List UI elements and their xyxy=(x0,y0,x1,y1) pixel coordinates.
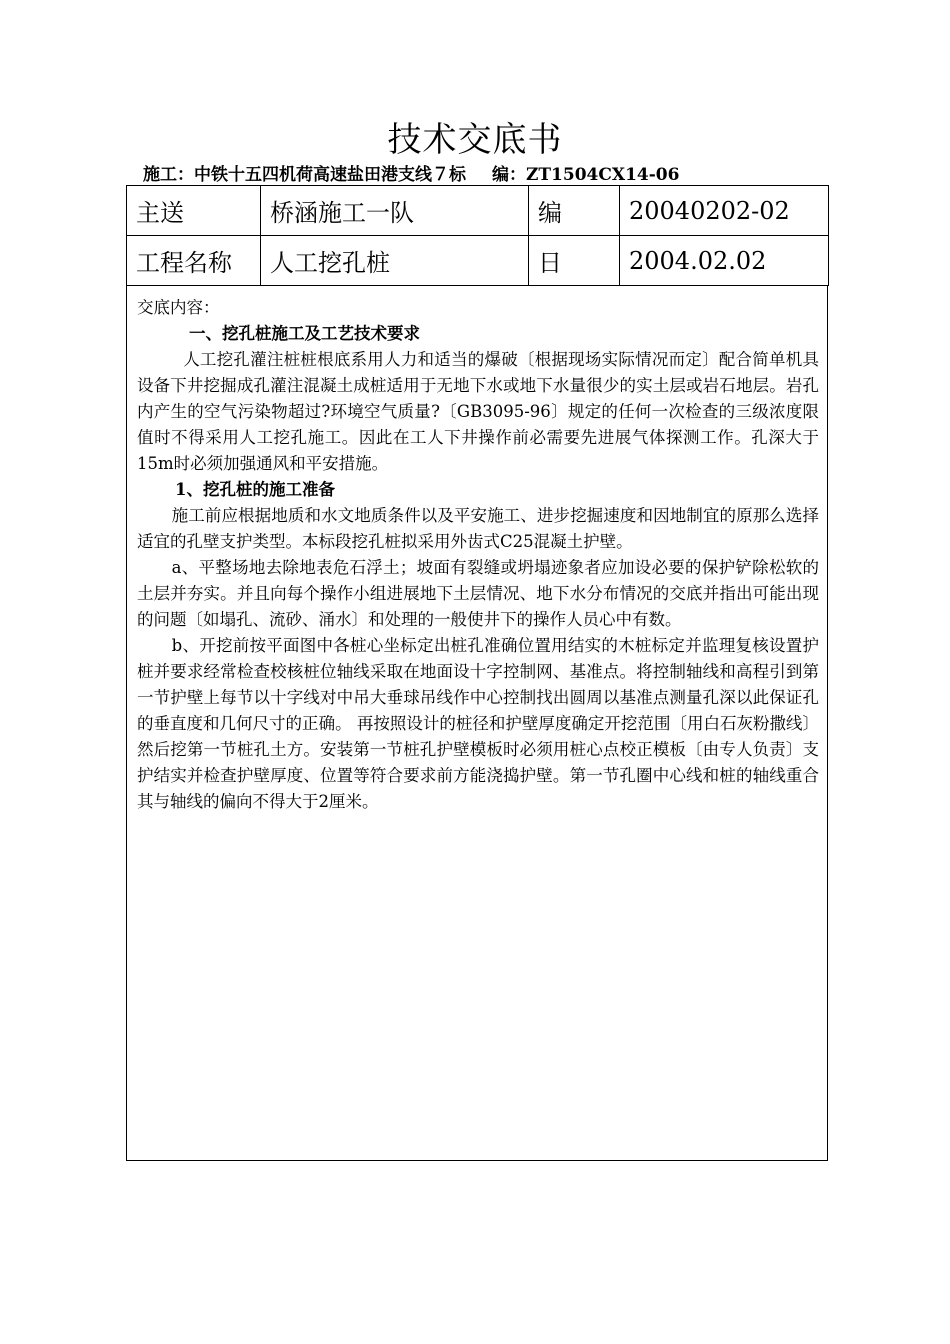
code-label: 编 xyxy=(529,186,620,236)
info-table xyxy=(126,185,829,286)
date-value: 2004.02.02 xyxy=(620,236,829,286)
date-label: 日 xyxy=(529,236,620,286)
code-value: 20040202-02 xyxy=(620,186,829,236)
construction-unit: 施工：中铁十五四机荷高速盐田港支线７标 xyxy=(143,165,466,185)
table-row xyxy=(127,236,829,286)
paragraph-4: b、开挖前按平面图中各桩心坐标定出桩孔准确位置用结实的木桩标定并监理复核设置护桩并要求经常检查校核桩位轴线采取在地面设十字控制网、基准点。将控制轴线和高程引到第一节护壁上每节以十字线对中吊大垂球吊线作中心控制找出圆周以基准点测量孔深以此保证孔的垂直度和几何尺寸的正确。 再按照设计的桩径和护壁厚度确定开挖范围〔用白石灰粉撒线〕然后挖第一节桩孔土方。安装第一节桩孔护壁模板时必须用桩心点校正模板〔由专人负责〕支护结实并检查护壁厚度、位置等符合要求前方能浇捣护壁。第一节孔圈中心线和桩的轴线重合其与轴线的偏向不得大于2厘米。 xyxy=(137,636,819,811)
table-row xyxy=(127,186,829,236)
project-name-value: 人工挖孔桩 xyxy=(261,236,529,286)
project-name-label: 工程名称 xyxy=(127,236,261,286)
section-heading-2: 1、挖孔桩的施工准备 xyxy=(175,480,335,499)
paragraph-1: 人工挖孔灌注桩桩根底系用人力和适当的爆破〔根据现场实际情况而定〕配合简单机具设备下井挖掘成孔灌注混凝土成桩适用于无地下水或地下水量很少的实土层或岩石地层。岩孔内产生的空气污染物超过?环境空气质量?〔GB3095-96〕规定的任何一次检查的三级浓度限值时不得采用人工挖孔施工。因此在工人下井操作前必需要先进展气体探测工作。孔深大于15m时必须加强通风和平安措施。 xyxy=(137,350,819,473)
document-title: 技术交底书 xyxy=(387,120,563,160)
section-heading-1: 一、挖孔桩施工及工艺技术要求 xyxy=(189,324,420,343)
content-label: 交底内容： xyxy=(137,298,220,317)
document-header xyxy=(143,160,679,185)
recipient-value: 桥涵施工一队 xyxy=(261,186,529,236)
recipient-label: 主送 xyxy=(127,186,261,236)
document-number: 编：ZT1504CX14-06 xyxy=(492,165,680,185)
paragraph-2: 施工前应根据地质和水文地质条件以及平安施工、进步挖掘速度和因地制宜的原那么选择适宜的孔壁支护类型。本标段挖孔桩拟采用外齿式C25混凝土护壁。 xyxy=(137,506,819,551)
content-box xyxy=(126,285,828,1161)
paragraph-3: a、平整场地去除地表危石浮土；坡面有裂缝或坍塌迹象者应加设必要的保护铲除松软的土层并夯实。并且向每个操作小组进展地下土层情况、地下水分布情况的交底并指出可能出现的问题〔如塌孔、流砂、涌水〕和处理的一般使井下的操作人员心中有数。 xyxy=(137,558,819,629)
